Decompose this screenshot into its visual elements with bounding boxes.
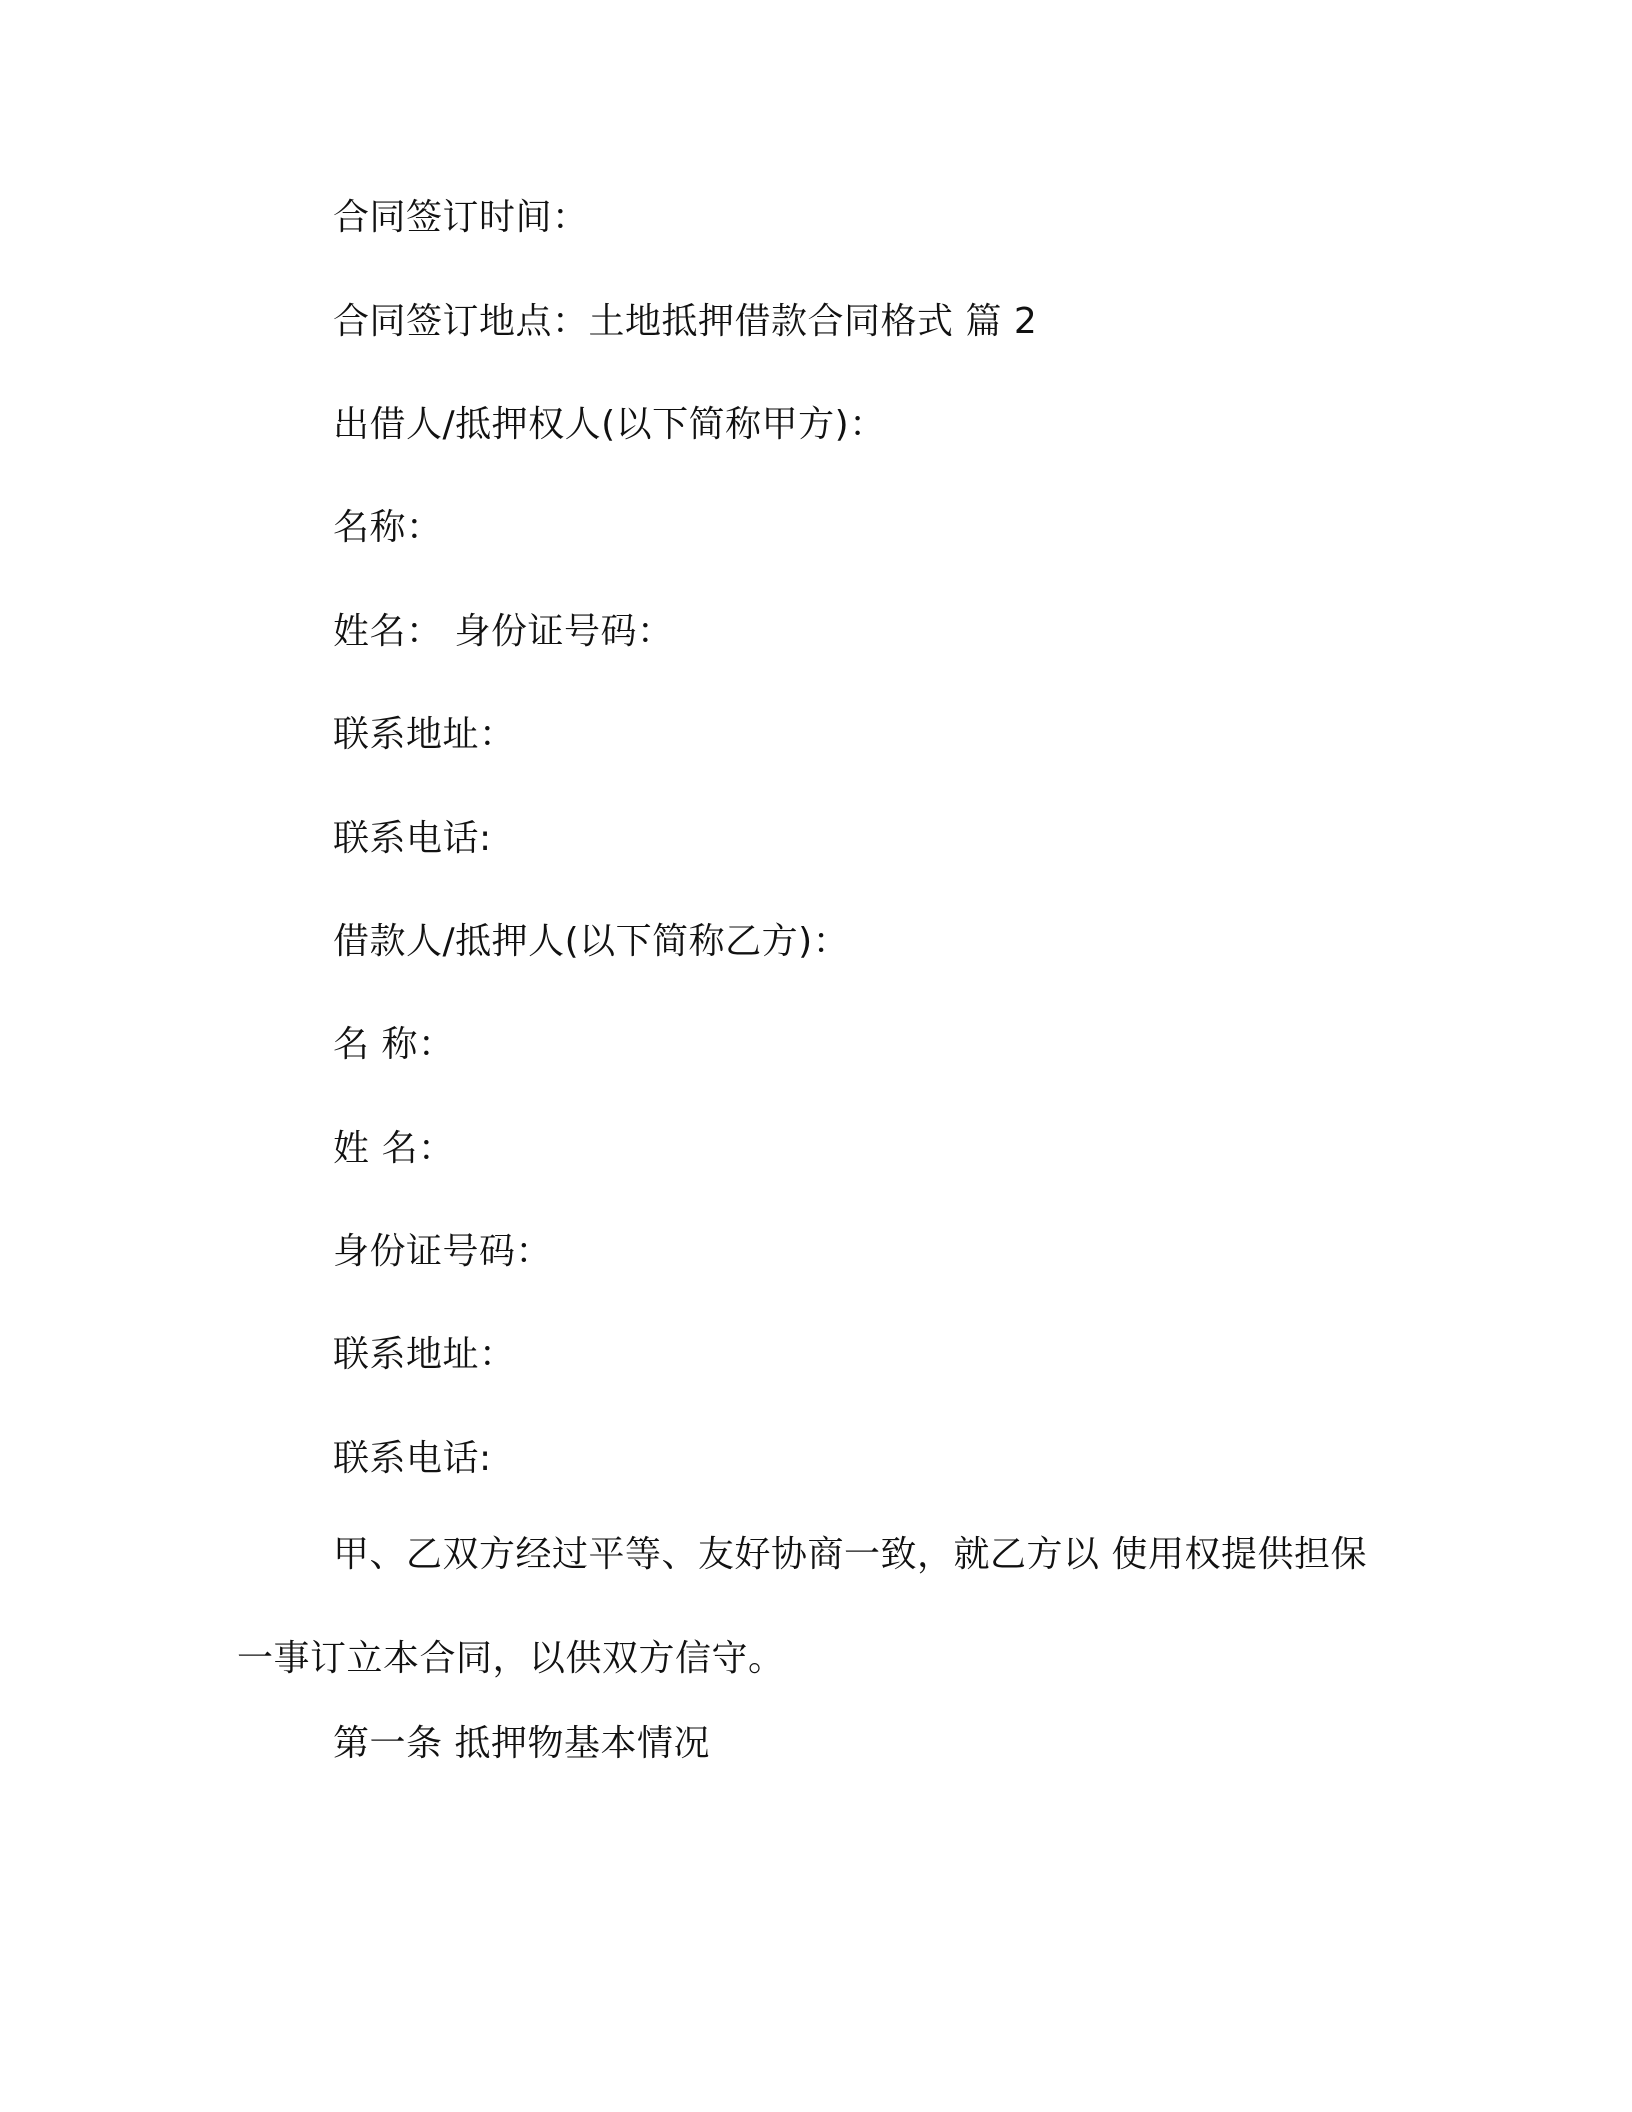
- contract-signing-time: 合同签订时间：: [333, 197, 589, 238]
- borrower-phone-field: 联系电话:: [333, 1438, 492, 1479]
- lender-phone-field: 联系电话:: [333, 818, 492, 859]
- borrower-person-field: 姓 名：: [333, 1128, 455, 1169]
- lender-person-id-field: 姓名： 身份证号码：: [333, 611, 674, 652]
- borrower-name-field: 名 称：: [333, 1024, 455, 1065]
- article-one-heading: 第一条 抵押物基本情况: [333, 1723, 710, 1764]
- borrower-id-field: 身份证号码：: [333, 1231, 553, 1272]
- lender-name-field: 名称：: [333, 507, 443, 548]
- lender-heading: 出借人/抵押权人(以下简称甲方)：: [333, 404, 886, 445]
- contract-signing-place: 合同签订地点：土地抵押借款合同格式 篇 2: [333, 301, 1038, 342]
- borrower-heading: 借款人/抵押人(以下简称乙方)：: [333, 921, 850, 962]
- agreement-paragraph-line-1: 甲、乙双方经过平等、友好协商一致，就乙方以 使用权提供担保: [333, 1534, 1367, 1575]
- agreement-paragraph-line-2: 一事订立本合同，以供双方信守。: [237, 1638, 785, 1679]
- borrower-address-field: 联系地址：: [333, 1334, 516, 1375]
- lender-address-field: 联系地址：: [333, 714, 516, 755]
- agreement-paragraph: [237, 1533, 1397, 1681]
